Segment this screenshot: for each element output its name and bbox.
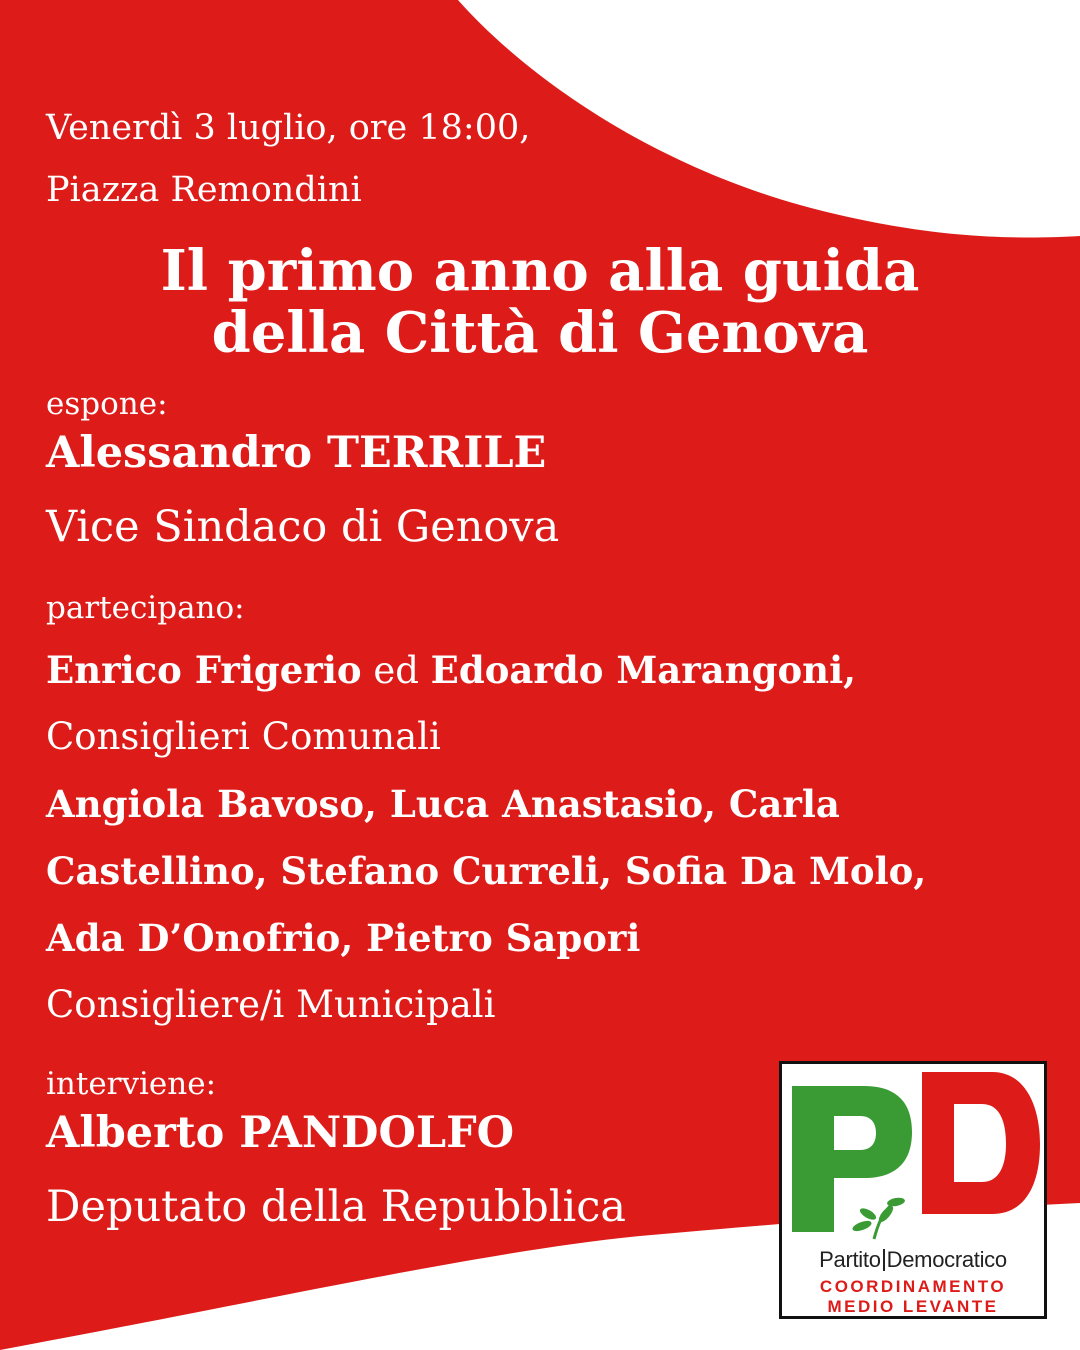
event-title xyxy=(0,240,1080,364)
intervention-role: Deputato della Repubblica xyxy=(46,1182,626,1232)
event-place: Piazza Remondini xyxy=(46,170,362,210)
logo-coordinamento: COORDINAMENTO xyxy=(819,1277,1007,1296)
participants-role2: Consigliere/i Municipali xyxy=(46,983,496,1026)
logo-party-name xyxy=(782,1247,1044,1273)
participants-list-line3: Ada D’Onofrio, Pietro Sapori xyxy=(46,916,641,960)
participants-line1 xyxy=(46,648,856,692)
logo-party-word2: Democratico xyxy=(886,1247,1007,1272)
intervention-label: interviene: xyxy=(46,1066,217,1102)
event-date: Venerdì 3 luglio, ore 18:00, xyxy=(46,108,531,148)
party-logo xyxy=(779,1061,1047,1319)
speaker-name: Alessandro TERRILE xyxy=(46,428,547,478)
event-title-line1: Il primo anno alla guida xyxy=(160,238,920,304)
speaker-role: Vice Sindaco di Genova xyxy=(46,502,560,552)
participants-list-line1: Angiola Bavoso, Luca Anastasio, Carla xyxy=(46,782,840,826)
logo-medio-levante: MEDIO LEVANTE xyxy=(827,1297,999,1316)
speaker-label: espone: xyxy=(46,386,168,422)
participants-conjunction: ed xyxy=(361,649,431,692)
logo-party-word1: Partito xyxy=(819,1247,881,1272)
participant-name-frigerio: Enrico Frigerio xyxy=(46,648,362,692)
participant-name-marangoni: Edoardo Marangoni, xyxy=(430,648,857,692)
event-title-line2: della Città di Genova xyxy=(211,300,869,366)
participants-list-line2: Castellino, Stefano Curreli, Sofia Da Molo, xyxy=(46,849,927,893)
pd-logo-icon xyxy=(782,1064,1044,1244)
participants-role1: Consiglieri Comunali xyxy=(46,715,441,758)
intervention-name: Alberto PANDOLFO xyxy=(46,1108,515,1158)
participants-label: partecipano: xyxy=(46,590,245,626)
